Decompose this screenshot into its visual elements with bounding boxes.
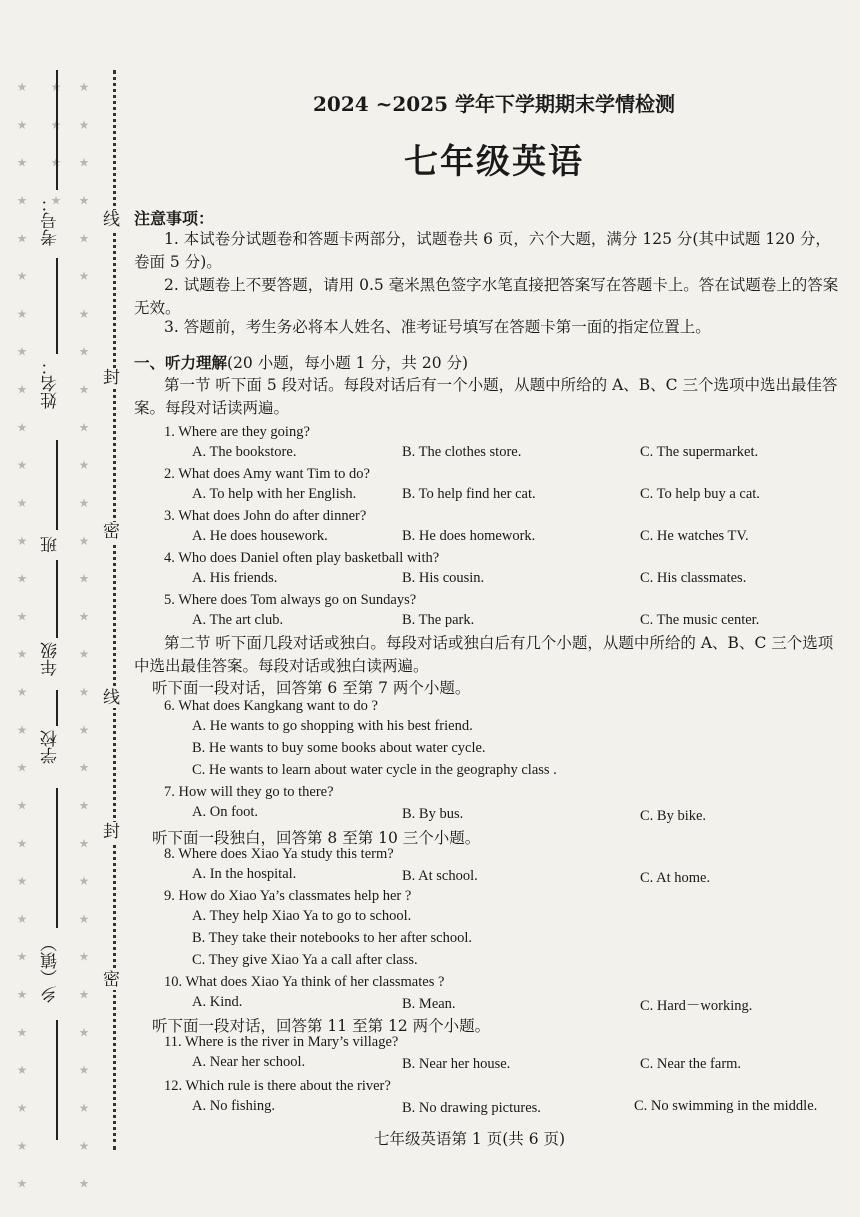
seal-mark: 密 xyxy=(103,970,120,990)
seal-mark: 密 xyxy=(103,522,120,542)
label-grade: 年级 xyxy=(41,642,61,676)
option-b: B. He wants to buy some books about water cycle. xyxy=(192,740,486,756)
question-9: 9. How do Xiao Ya’s classmates help her ? xyxy=(164,888,412,904)
section2-instructions: 第二节 听下面几段对话或独白。每段对话或独白后有几个小题，从题中所给的 A、B、C 三个选项中选出最佳答案。每段对话或独白读两遍。 xyxy=(134,634,834,675)
option-b: B. Near her house. xyxy=(402,1056,511,1072)
fill-line-school xyxy=(56,690,58,726)
option-a: A. To help with her English. xyxy=(192,486,357,502)
question-6: 6. What does Kangkang want to do ? xyxy=(164,698,378,714)
decorative-stars: ★ ★ ★ ★ ★ ★ ★ ★ ★ ★ ★ ★ ★ ★ ★ ★ ★ ★ ★ ★ ★ ★ ★ ★ ★ ★ ★ ★ ★ ★ xyxy=(15,80,29,1201)
question-4: 4. Who does Daniel often play basketball with? xyxy=(164,550,440,566)
option-b: B. At school. xyxy=(402,868,478,884)
option-c: C. To help buy a cat. xyxy=(640,486,760,502)
label-exam-number: 考号： xyxy=(41,195,61,246)
fill-line-name xyxy=(56,258,58,354)
option-c: C. Near the farm. xyxy=(640,1056,742,1072)
option-c: C. His classmates. xyxy=(640,570,747,586)
option-c: C. No swimming in the middle. xyxy=(634,1098,818,1114)
question-11: 11. Where is the river in Mary’s village? xyxy=(164,1034,399,1050)
fill-line-exam-number xyxy=(56,70,58,190)
notes-heading: 注意事项： xyxy=(134,209,215,228)
question-7: 7. How will they go to there? xyxy=(164,784,334,800)
section-title: 一、听力理解 xyxy=(134,354,228,372)
question-12: 12. Which rule is there about the river? xyxy=(164,1078,391,1094)
label-class: 班 xyxy=(41,536,61,553)
option-a: A. The art club. xyxy=(192,612,284,628)
section-score: (20 小题，每小题 1 分，共 20 分) xyxy=(227,354,469,372)
option-b: B. By bus. xyxy=(402,806,464,822)
label-town: 乡（镇） xyxy=(41,935,61,1003)
decorative-stars: ★ ★ ★ ★ ★ ★ ★ ★ ★ ★ ★ ★ ★ ★ ★ ★ ★ ★ ★ ★ ★ ★ ★ ★ ★ ★ ★ ★ ★ ★ ★ ★ ★ ★ xyxy=(49,80,91,1201)
option-c: C. They give Xiao Ya a call after class. xyxy=(192,952,418,968)
question-10: 10. What does Xiao Ya think of her classmates ? xyxy=(164,974,445,990)
option-c: C. The supermarket. xyxy=(640,444,759,460)
section-heading xyxy=(134,352,468,375)
option-c: C. The music center. xyxy=(640,612,760,628)
question-8: 8. Where does Xiao Ya study this term? xyxy=(164,846,394,862)
note-item: 1. 本试卷分试题卷和答题卡两部分，试题卷共 6 页，六个大题，满分 125 分(其中试题 120 分，卷面 5 分)。 xyxy=(134,230,831,271)
exam-title: 2024 ~2025 学年下学期期末学情检测 xyxy=(312,92,675,116)
seal-mark: 封 xyxy=(103,368,120,388)
question-3: 3. What does John do after dinner? xyxy=(164,508,367,524)
option-a: A. He does housework. xyxy=(192,528,328,544)
option-c: C. Hard－working. xyxy=(640,998,753,1014)
option-b: B. His cousin. xyxy=(402,570,485,586)
option-a: A. No fishing. xyxy=(192,1098,275,1114)
option-a: A. In the hospital. xyxy=(192,866,297,882)
option-a: A. His friends. xyxy=(192,570,278,586)
option-c: C. He wants to learn about water cycle in the geography class . xyxy=(192,762,557,778)
fill-line-grade xyxy=(56,560,58,638)
note-item: 2. 试题卷上不要答题，请用 0.5 毫米黑色签字水笔直接把答案写在答题卡上。答在试题卷上的答案无效。 xyxy=(134,276,839,317)
option-a: A. On foot. xyxy=(192,804,259,820)
sub-instructions: 听下面一段独白，回答第 8 至第 10 三个小题。 xyxy=(152,829,481,847)
option-b: B. The park. xyxy=(402,612,475,628)
section1-instructions: 第一节 听下面 5 段对话。每段对话后有一个小题，从题中所给的 A、B、C 三个选项中选出最佳答案。每段对话读两遍。 xyxy=(134,376,838,417)
label-name: 姓名： xyxy=(41,358,61,409)
fill-line-class xyxy=(56,440,58,530)
seal-mark: 线 xyxy=(103,688,120,708)
option-b: B. The clothes store. xyxy=(402,444,522,460)
option-a: A. He wants to go shopping with his best friend. xyxy=(192,718,473,734)
option-b: B. To help find her cat. xyxy=(402,486,536,502)
sub-instructions: 听下面一段对话，回答第 11 至第 12 两个小题。 xyxy=(152,1017,491,1035)
question-5: 5. Where does Tom always go on Sundays? xyxy=(164,592,417,608)
seal-mark: 线 xyxy=(103,210,120,230)
sub-instructions: 听下面一段对话，回答第 6 至第 7 两个小题。 xyxy=(152,679,471,697)
question-2: 2. What does Amy want Tim to do? xyxy=(164,466,370,482)
fill-line-town xyxy=(56,788,58,928)
option-b: B. No drawing pictures. xyxy=(402,1100,541,1116)
option-c: C. At home. xyxy=(640,870,711,886)
page-footer: 七年级英语第 1 页(共 6 页) xyxy=(374,1130,566,1148)
option-a: A. Near her school. xyxy=(192,1054,306,1070)
fill-line-town-bottom xyxy=(56,1020,58,1140)
option-c: C. By bike. xyxy=(640,808,707,824)
question-1: 1. Where are they going? xyxy=(164,424,310,440)
option-b: B. Mean. xyxy=(402,996,456,1012)
option-a: A. Kind. xyxy=(192,994,243,1010)
option-b: B. They take their notebooks to her after school. xyxy=(192,930,472,946)
option-a: A. The bookstore. xyxy=(192,444,297,460)
option-a: A. They help Xiao Ya to go to school. xyxy=(192,908,412,924)
note-item: 3. 答题前，考生务必将本人姓名、准考证号填写在答题卡第一面的指定位置上。 xyxy=(164,318,711,336)
option-b: B. He does homework. xyxy=(402,528,536,544)
label-school: 学校 xyxy=(41,730,61,764)
option-c: C. He watches TV. xyxy=(640,528,749,544)
binding-margin xyxy=(0,0,130,1217)
seal-mark: 封 xyxy=(103,822,120,842)
exam-subject: 七年级英语 xyxy=(404,142,584,182)
